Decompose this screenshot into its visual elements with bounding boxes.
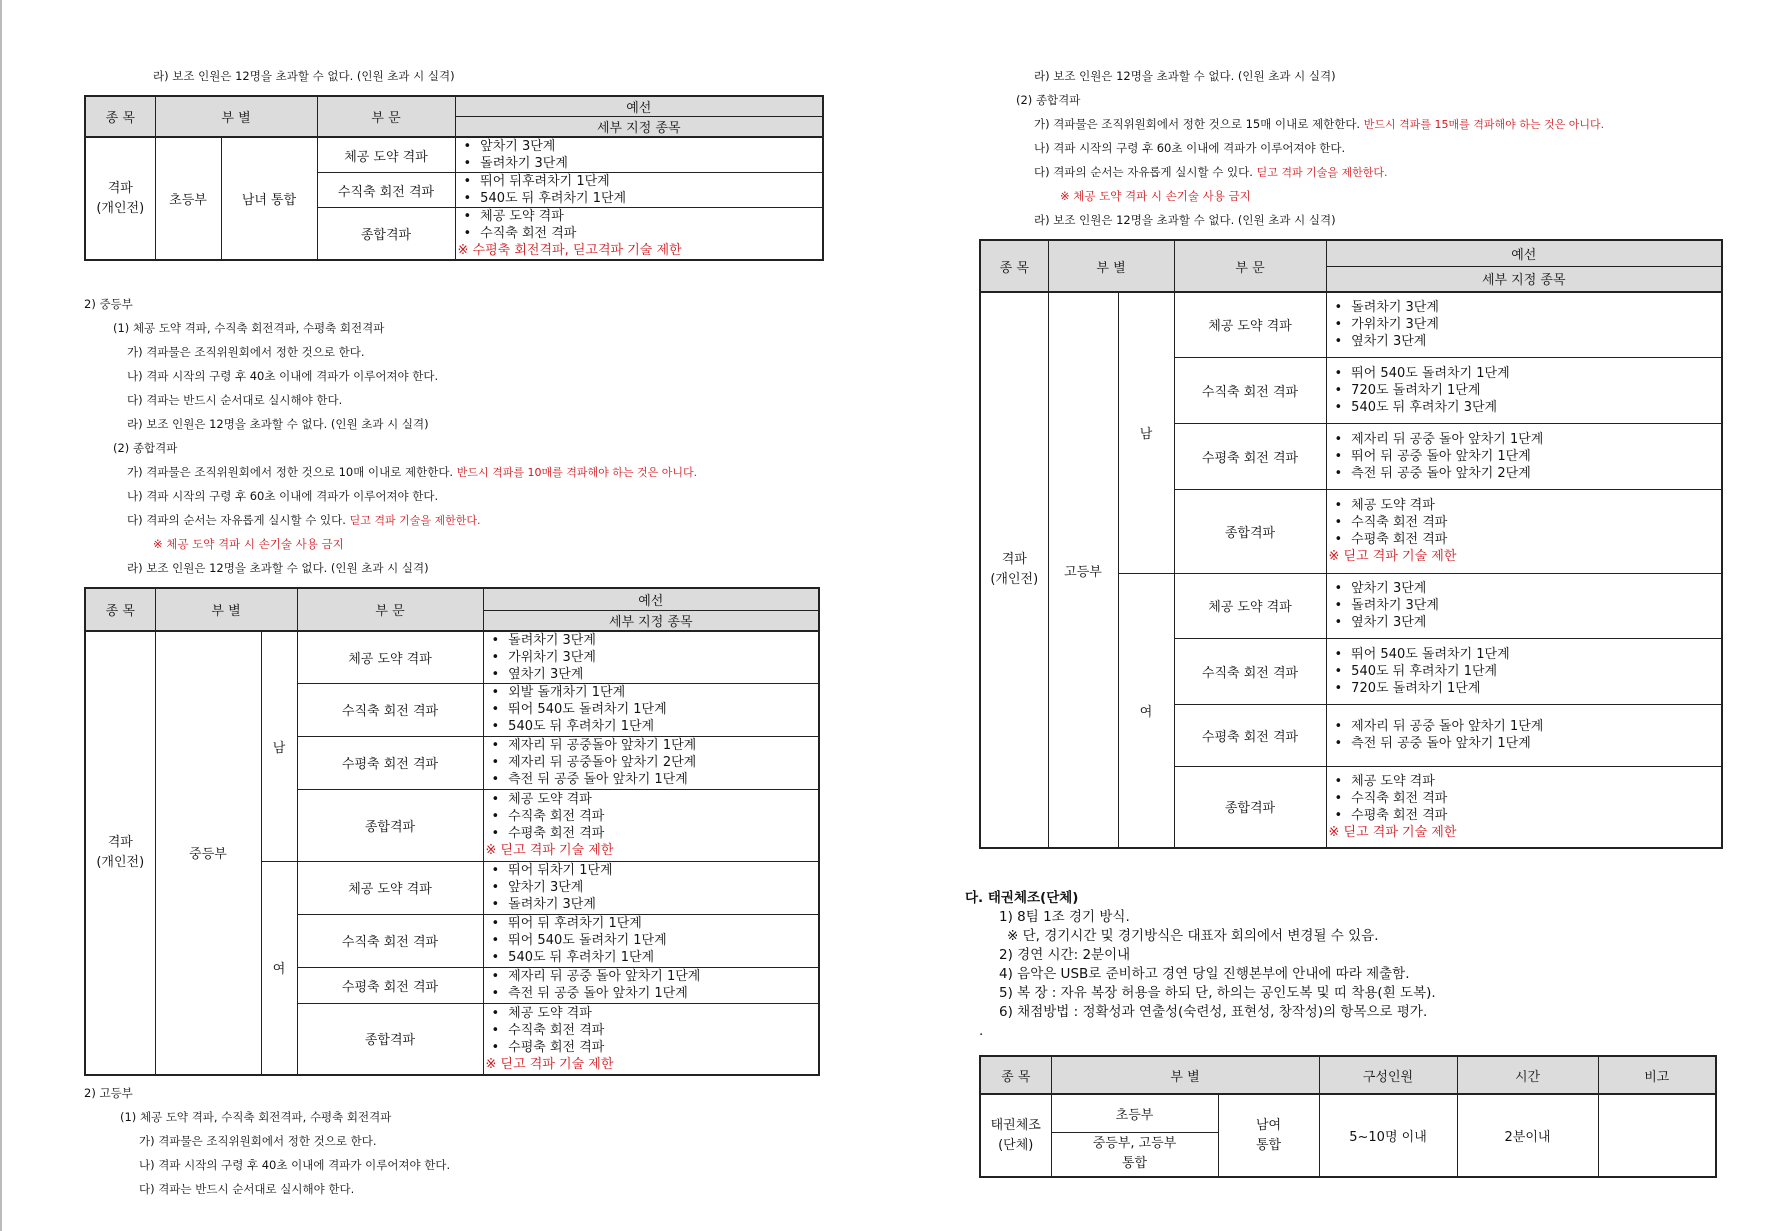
detail-item: • 수직축 회전 격파 <box>1335 790 1722 807</box>
detail-list <box>1327 718 1722 752</box>
detail-note: ※ 딛고 격파 기술 제한 <box>1328 549 1457 564</box>
table-middle-school <box>84 587 820 1076</box>
header-prelim: 예선 <box>483 588 819 610</box>
header-section: 부 문 <box>1174 240 1326 292</box>
gender-male-cell: 남 <box>261 631 297 862</box>
gender-female-cell: 여 <box>1118 573 1174 848</box>
middle-s2a-text: 가) 격파물은 조직위원회에서 정한 것으로 10매 이내로 제한한다. <box>127 465 454 479</box>
detail-cell <box>1326 704 1722 766</box>
section-cell: 수직축 회전 격파 <box>1174 638 1326 704</box>
table-high-school <box>979 239 1723 849</box>
middle-s2b: 나) 격파 시작의 구령 후 60초 이내에 격파가 이루어져야 한다. <box>127 489 439 503</box>
table-row <box>85 631 819 684</box>
section-cell: 수직축 회전 격파 <box>297 914 483 967</box>
detail-item: • 수평축 회전 격파 <box>1335 807 1722 824</box>
detail-item: • 앞차기 3단계 <box>492 879 819 896</box>
detail-item: • 돌려차기 3단계 <box>492 632 819 649</box>
detail-item: • 제자리 뒤 공중돌아 앞차기 1단계 <box>492 737 819 754</box>
section-cell: 수평축 회전 격파 <box>297 736 483 789</box>
detail-item: • 가위차기 3단계 <box>1335 316 1722 333</box>
poomsae-l4: 4) 음악은 USB로 준비하고 경연 당일 진행본부에 안내에 따라 제출함. <box>999 966 1410 982</box>
detail-cell <box>483 1003 819 1075</box>
detail-cell <box>483 683 819 736</box>
header-prelim: 예선 <box>1326 240 1722 266</box>
section-cell: 종합격파 <box>317 208 455 261</box>
detail-cell <box>483 736 819 789</box>
detail-item: • 돌려차기 3단계 <box>1335 597 1722 614</box>
detail-item: • 제자리 뒤 공중돌아 앞차기 2단계 <box>492 754 819 771</box>
detail-list <box>1327 365 1722 416</box>
section-cell: 수직축 회전 격파 <box>297 683 483 736</box>
detail-item: • 체공 도약 격파 <box>492 1005 819 1022</box>
detail-item: • 540도 뒤 후려차기 3단계 <box>1335 399 1722 416</box>
detail-cell <box>1326 292 1722 357</box>
detail-item: • 돌려차기 3단계 <box>1335 299 1722 316</box>
poomsae-l1: 1) 8팀 1조 경기 방식. <box>999 909 1130 925</box>
event-cell: 격파 (개인전) <box>980 292 1048 848</box>
right-l5-red: 딛고 격파 기술을 제한한다. <box>1256 166 1388 179</box>
middle-s2note: ※ 체공 도약 격파 시 손기술 사용 금지 <box>153 537 344 551</box>
detail-item: • 옆차기 3단계 <box>1335 333 1722 350</box>
detail-cell <box>1326 423 1722 489</box>
detail-item: • 체공 도약 격파 <box>464 208 823 225</box>
detail-item: • 540도 뒤 후려차기 1단계 <box>492 718 819 735</box>
detail-list <box>1327 431 1722 482</box>
detail-cell <box>455 137 823 173</box>
detail-item: • 돌려차기 3단계 <box>492 896 819 913</box>
header-event: 종 목 <box>85 96 155 137</box>
section-cell: 수평축 회전 격파 <box>1174 423 1326 489</box>
middle-s2c-red: 딛고 격파 기술을 제한한다. <box>349 514 481 527</box>
section-cell: 종합격파 <box>297 1003 483 1075</box>
right-l5 <box>1034 164 1387 181</box>
right-l5-text: 다) 격파의 순서는 자유롭게 실시할 수 있다. <box>1034 165 1253 179</box>
section-cell: 수평축 회전 격파 <box>1174 704 1326 766</box>
header-section: 부 문 <box>297 588 483 631</box>
detail-list <box>484 684 819 735</box>
detail-cell <box>1326 357 1722 423</box>
detail-item: • 체공 도약 격파 <box>1335 497 1722 514</box>
table-taekwon-aerobics <box>979 1055 1717 1178</box>
detail-cell <box>483 914 819 967</box>
detail-cell <box>483 861 819 914</box>
detail-list <box>1327 299 1722 350</box>
detail-list <box>1327 646 1722 697</box>
section-cell: 체공 도약 격파 <box>1174 292 1326 357</box>
detail-item: • 뛰어 540도 돌려차기 1단계 <box>492 701 819 718</box>
header-time: 시간 <box>1457 1056 1598 1094</box>
gender-cell: 남녀 통합 <box>221 137 317 260</box>
header-division: 부 별 <box>1048 240 1174 292</box>
detail-cell <box>1326 766 1722 848</box>
section-cell: 수직축 회전 격파 <box>1174 357 1326 423</box>
detail-item: • 720도 돌려차기 1단계 <box>1335 680 1722 697</box>
section-cell: 수평축 회전 격파 <box>297 967 483 1003</box>
detail-item: • 수직축 회전 격파 <box>492 1022 819 1039</box>
right-l4: 나) 격파 시작의 구령 후 60초 이내에 격파가 이루어져야 한다. <box>1034 141 1346 155</box>
gender-male-cell: 남 <box>1118 292 1174 573</box>
detail-item: • 앞차기 3단계 <box>1335 580 1722 597</box>
detail-item: • 체공 도약 격파 <box>1335 773 1722 790</box>
header-event: 종 목 <box>980 1056 1051 1094</box>
detail-cell <box>455 208 823 261</box>
section-cell: 체공 도약 격파 <box>297 861 483 914</box>
detail-list <box>456 138 823 172</box>
detail-list <box>484 915 819 966</box>
detail-item: • 앞차기 3단계 <box>464 138 823 155</box>
detail-list <box>484 968 819 1002</box>
right-l7: 라) 보조 인원은 12명을 초과할 수 없다. (인원 초과 시 실격) <box>1034 213 1336 227</box>
section-cell: 수직축 회전 격파 <box>317 173 455 208</box>
header-detail: 세부 지정 종목 <box>1326 266 1722 292</box>
header-prelim: 예선 <box>455 96 823 117</box>
section-cell: 종합격파 <box>297 789 483 861</box>
detail-list <box>484 737 819 788</box>
middle-s1a: 가) 격파물은 조직위원회에서 정한 것으로 한다. <box>127 345 365 359</box>
cell-event: 태권체조 (단체) <box>980 1094 1051 1177</box>
detail-item: • 제자리 뒤 공중 돌아 앞차기 1단계 <box>1335 718 1722 735</box>
section-cell: 종합격파 <box>1174 766 1326 848</box>
table-row <box>980 292 1722 357</box>
cell-div2: 중등부, 고등부 통합 <box>1051 1132 1218 1177</box>
poomsae-l5: 5) 복 장 : 자유 복장 허용을 하되 단, 하의는 공인도복 및 띠 착용(흰 도복). <box>999 985 1436 1001</box>
header-section: 부 문 <box>317 96 455 137</box>
detail-list <box>456 173 823 207</box>
event-cell: 격파 (개인전) <box>85 631 155 1076</box>
bottom-s1c: 다) 격파는 반드시 순서대로 실시해야 한다. <box>139 1182 355 1196</box>
detail-item: • 뛰어 뒤후려차기 1단계 <box>464 173 823 190</box>
poomsae-l2: ※ 단, 경기시간 및 경기방식은 대표자 회의에서 변경될 수 있음. <box>1007 928 1379 944</box>
poomsae-title: 다. 태권체조(단체) <box>965 890 1079 906</box>
right-l2: (2) 종합격파 <box>1016 93 1081 107</box>
poomsae-dot: . <box>979 1023 984 1039</box>
middle-s2d: 라) 보조 인원은 12명을 초과할 수 없다. (인원 초과 시 실격) <box>127 561 429 575</box>
middle-s1b: 나) 격파 시작의 구령 후 40초 이내에 격파가 이루어져야 한다. <box>127 369 439 383</box>
division-cell: 중등부 <box>155 631 261 1076</box>
header-detail: 세부 지정 종목 <box>483 610 819 631</box>
middle-s1d: 라) 보조 인원은 12명을 초과할 수 없다. (인원 초과 시 실격) <box>127 417 429 431</box>
detail-item: • 제자리 뒤 공중 돌아 앞차기 1단계 <box>1335 431 1722 448</box>
detail-list <box>484 791 819 842</box>
poomsae-l6: 6) 채점방법 : 정확성과 연출성(숙련성, 표현성, 창작성)의 항목으로 평가. <box>999 1004 1428 1020</box>
detail-item: • 뛰어 540도 돌려차기 1단계 <box>1335 365 1722 382</box>
detail-note: ※ 딛고 격파 기술 제한 <box>485 843 614 858</box>
detail-cell <box>455 173 823 208</box>
detail-item: • 외발 돌개차기 1단계 <box>492 684 819 701</box>
detail-item: • 뛰어 뒤 후려차기 1단계 <box>492 915 819 932</box>
header-remarks: 비고 <box>1598 1056 1716 1094</box>
detail-cell <box>483 631 819 684</box>
right-l6: ※ 체공 도약 격파 시 손기술 사용 금지 <box>1060 189 1251 203</box>
detail-item: • 뛰어 540도 돌려차기 1단계 <box>492 932 819 949</box>
middle-s1: (1) 체공 도약 격파, 수직축 회전격파, 수평축 회전격파 <box>113 321 385 335</box>
detail-item: • 제자리 뒤 공중 돌아 앞차기 1단계 <box>492 968 819 985</box>
middle-s2a <box>127 464 697 481</box>
detail-item: • 수직축 회전 격파 <box>464 225 823 242</box>
right-l1: 라) 보조 인원은 12명을 초과할 수 없다. (인원 초과 시 실격) <box>1034 69 1336 83</box>
middle-s2: (2) 종합격파 <box>113 441 178 455</box>
detail-item: • 체공 도약 격파 <box>492 791 819 808</box>
table-row <box>85 137 823 173</box>
detail-item: • 수평축 회전 격파 <box>492 825 819 842</box>
detail-item: • 수직축 회전 격파 <box>1335 514 1722 531</box>
detail-item: • 720도 돌려차기 1단계 <box>1335 382 1722 399</box>
event-cell: 격파 (개인전) <box>85 137 155 260</box>
detail-list <box>1327 773 1722 824</box>
middle-title: 2) 중등부 <box>84 297 133 311</box>
detail-item: • 옆차기 3단계 <box>1335 614 1722 631</box>
header-detail: 세부 지정 종목 <box>455 117 823 138</box>
right-l3-text: 가) 격파물은 조직위원회에서 정한 것으로 15매 이내로 제한한다. <box>1034 117 1361 131</box>
detail-list <box>484 632 819 683</box>
section-cell: 체공 도약 격파 <box>317 137 455 173</box>
gender-female-cell: 여 <box>261 861 297 1075</box>
detail-cell <box>483 789 819 861</box>
detail-item: • 돌려차기 3단계 <box>464 155 823 172</box>
cell-div1: 초등부 <box>1051 1094 1218 1132</box>
bottom-s1: (1) 체공 도약 격파, 수직축 회전격파, 수평축 회전격파 <box>120 1110 392 1124</box>
cell-time: 2분이내 <box>1457 1094 1598 1177</box>
page-edge <box>0 0 2 1231</box>
detail-item: • 수평축 회전 격파 <box>492 1039 819 1056</box>
detail-cell <box>1326 638 1722 704</box>
header-division: 부 별 <box>1051 1056 1319 1094</box>
detail-item: • 뛰어 뒤차기 1단계 <box>492 862 819 879</box>
detail-item: • 540도 뒤 후려차기 1단계 <box>1335 663 1722 680</box>
header-event: 종 목 <box>980 240 1048 292</box>
detail-note: ※ 딛고 격파 기술 제한 <box>1328 824 1457 840</box>
bottom-s1a: 가) 격파물은 조직위원회에서 정한 것으로 한다. <box>139 1134 377 1148</box>
detail-item: • 뛰어 뒤 공중 돌아 앞차기 1단계 <box>1335 448 1722 465</box>
poomsae-block <box>965 889 1436 1041</box>
detail-list <box>1327 497 1722 548</box>
detail-item: • 수평축 회전 격파 <box>1335 531 1722 548</box>
detail-item: • 540도 뒤 후려차기 1단계 <box>464 190 823 207</box>
cell-gender: 남여 통합 <box>1218 1094 1319 1177</box>
detail-list <box>456 208 823 242</box>
section-cell: 종합격파 <box>1174 489 1326 573</box>
detail-item: • 뛰어 540도 돌려차기 1단계 <box>1335 646 1722 663</box>
detail-item: • 수직축 회전 격파 <box>492 808 819 825</box>
detail-note: ※ 수평축 회전격파, 딛고격파 기술 제한 <box>457 243 682 258</box>
header-event: 종 목 <box>85 588 155 631</box>
cell-members: 5~10명 이내 <box>1319 1094 1457 1177</box>
detail-list <box>484 862 819 913</box>
cell-remarks <box>1598 1094 1716 1177</box>
detail-item: • 측전 뒤 공중 돌아 앞차기 1단계 <box>1335 735 1722 752</box>
middle-s1c: 다) 격파는 반드시 순서대로 실시해야 한다. <box>127 393 343 407</box>
header-members: 구성인원 <box>1319 1056 1457 1094</box>
detail-list <box>1327 580 1722 631</box>
division-cell: 고등부 <box>1048 292 1118 848</box>
detail-item: • 540도 뒤 후려차기 1단계 <box>492 949 819 966</box>
detail-note: ※ 딛고 격파 기술 제한 <box>485 1056 614 1072</box>
header-division: 부 별 <box>155 96 317 137</box>
right-l3 <box>1034 116 1604 133</box>
left-top-line: 라) 보조 인원은 12명을 초과할 수 없다. (인원 초과 시 실격) <box>153 69 455 83</box>
detail-cell <box>1326 573 1722 638</box>
division-cell: 초등부 <box>155 137 221 260</box>
bottom-title: 2) 고등부 <box>84 1086 133 1100</box>
middle-s2c <box>127 512 480 529</box>
detail-cell <box>1326 489 1722 573</box>
section-cell: 체공 도약 격파 <box>1174 573 1326 638</box>
detail-cell <box>483 967 819 1003</box>
detail-item: • 측전 뒤 공중 돌아 앞차기 2단계 <box>1335 465 1722 482</box>
detail-item: • 측전 뒤 공중 돌아 앞차기 1단계 <box>492 771 819 788</box>
detail-item: • 옆차기 3단계 <box>492 666 819 683</box>
detail-list <box>484 1005 819 1056</box>
right-l3-red: 반드시 격파를 15매를 격파해야 하는 것은 아니다. <box>1363 118 1605 131</box>
bottom-s1b: 나) 격파 시작의 구령 후 40초 이내에 격파가 이루어져야 한다. <box>139 1158 451 1172</box>
middle-s2c-text: 다) 격파의 순서는 자유롭게 실시할 수 있다. <box>127 513 346 527</box>
middle-s2a-red: 반드시 격파를 10매를 격파해야 하는 것은 아니다. <box>456 466 698 479</box>
header-division: 부 별 <box>155 588 297 631</box>
detail-item: • 측전 뒤 공중 돌아 앞차기 1단계 <box>492 985 819 1002</box>
poomsae-l3: 2) 경연 시간: 2분이내 <box>999 947 1131 963</box>
section-cell: 체공 도약 격파 <box>297 631 483 684</box>
detail-item: • 가위차기 3단계 <box>492 649 819 666</box>
table-elementary <box>84 95 824 261</box>
